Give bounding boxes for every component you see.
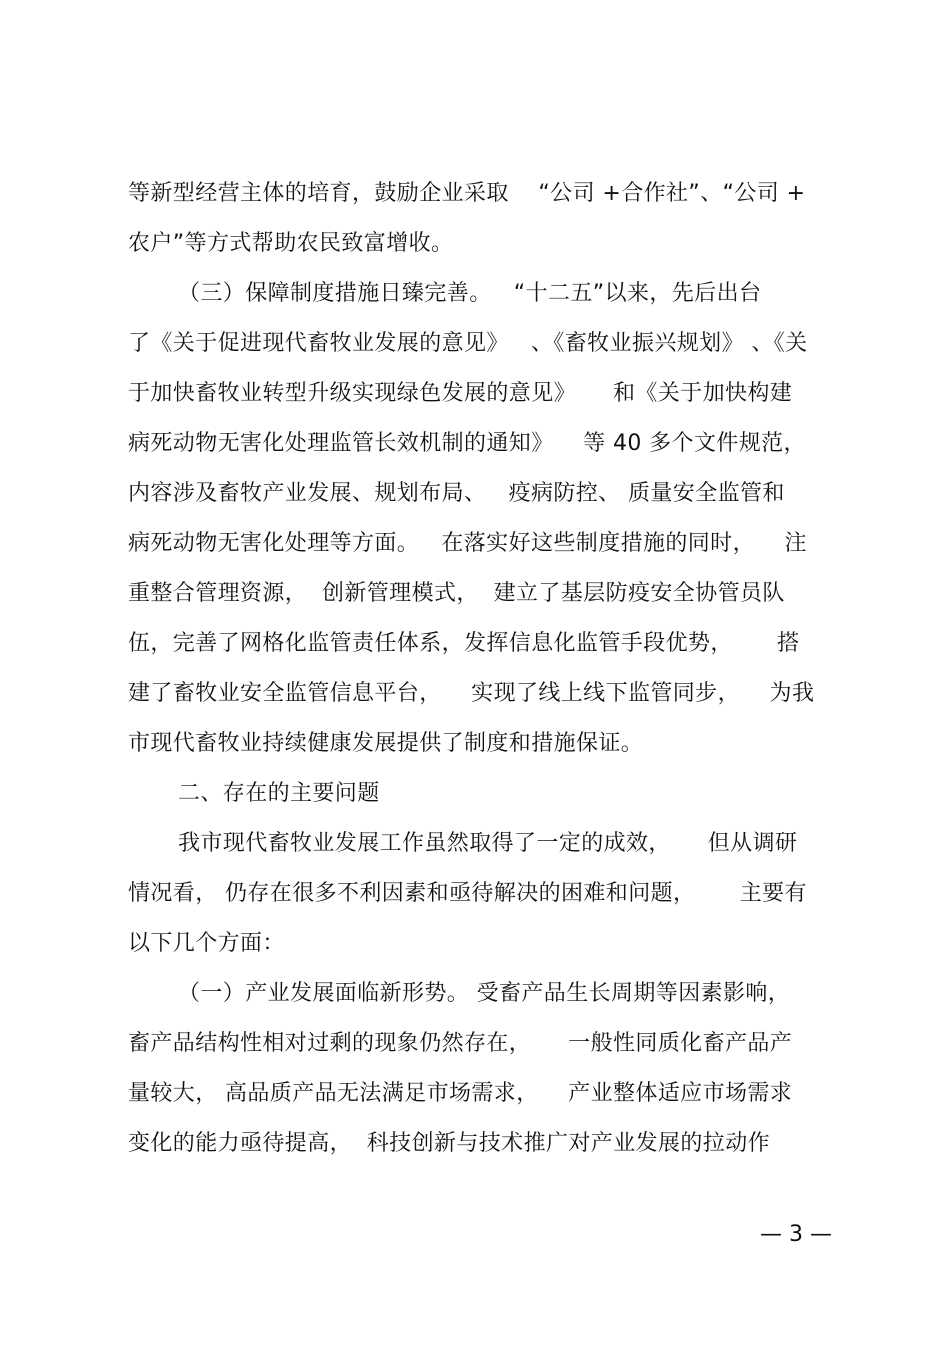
body-line: （三）保障制度措施日臻完善。 “十二五”以来，先后出台 bbox=[178, 281, 762, 306]
body-line: 变化的能力亟待提高， 科技创新与技术推广对产业发展的拉动作 bbox=[128, 1131, 770, 1156]
body-line: 于加快畜牧业转型升级实现绿色发展的意见》 和《关于加快构建 bbox=[128, 381, 793, 406]
body-line: 农户”等方式帮助农民致富增收。 bbox=[128, 231, 454, 256]
section-heading: 二、存在的主要问题 bbox=[178, 781, 380, 806]
body-line: 情况看， 仍存在很多不利因素和亟待解决的困难和问题， 主要有 bbox=[128, 881, 807, 906]
body-line: 建了畜牧业安全监管信息平台， 实现了线上线下监管同步， 为我 bbox=[128, 681, 815, 706]
body-line: 市现代畜牧业持续健康发展提供了制度和措施保证。 bbox=[128, 731, 644, 756]
body-line: 内容涉及畜牧产业发展、规划布局、 疫病防控、 质量安全监管和 bbox=[128, 481, 785, 506]
body-line: 畜产品结构性相对过剩的现象仍然存在， 一般性同质化畜产品产 bbox=[128, 1031, 793, 1056]
body-line: （一）产业发展面临新形势。 受畜产品生长周期等因素影响， bbox=[178, 981, 791, 1006]
body-line: 伍，完善了网格化监管责任体系，发挥信息化监管手段优势， 搭 bbox=[128, 631, 800, 656]
body-line: 病死动物无害化处理等方面。 在落实好这些制度措施的同时， 注 bbox=[128, 531, 807, 556]
body-line: 重整合管理资源， 创新管理模式， 建立了基层防疫安全协管员队 bbox=[128, 581, 785, 606]
body-line: 等新型经营主体的培育，鼓励企业采取 “公司 +合作社”、“公司 + bbox=[128, 181, 806, 206]
page-number: — 3 — bbox=[760, 1222, 832, 1247]
body-line: 我市现代畜牧业发展工作虽然取得了一定的成效， 但从调研 bbox=[178, 831, 798, 856]
body-line: 病死动物无害化处理监管长效机制的通知》 等 40 多个文件规范， bbox=[128, 431, 806, 456]
body-line: 了《关于促进现代畜牧业发展的意见》 、《畜牧业振兴规划》 、《关 bbox=[128, 331, 808, 356]
body-line: 以下几个方面： bbox=[128, 931, 285, 956]
body-line: 量较大， 高品质产品无法满足市场需求， 产业整体适应市场需求 bbox=[128, 1081, 793, 1106]
